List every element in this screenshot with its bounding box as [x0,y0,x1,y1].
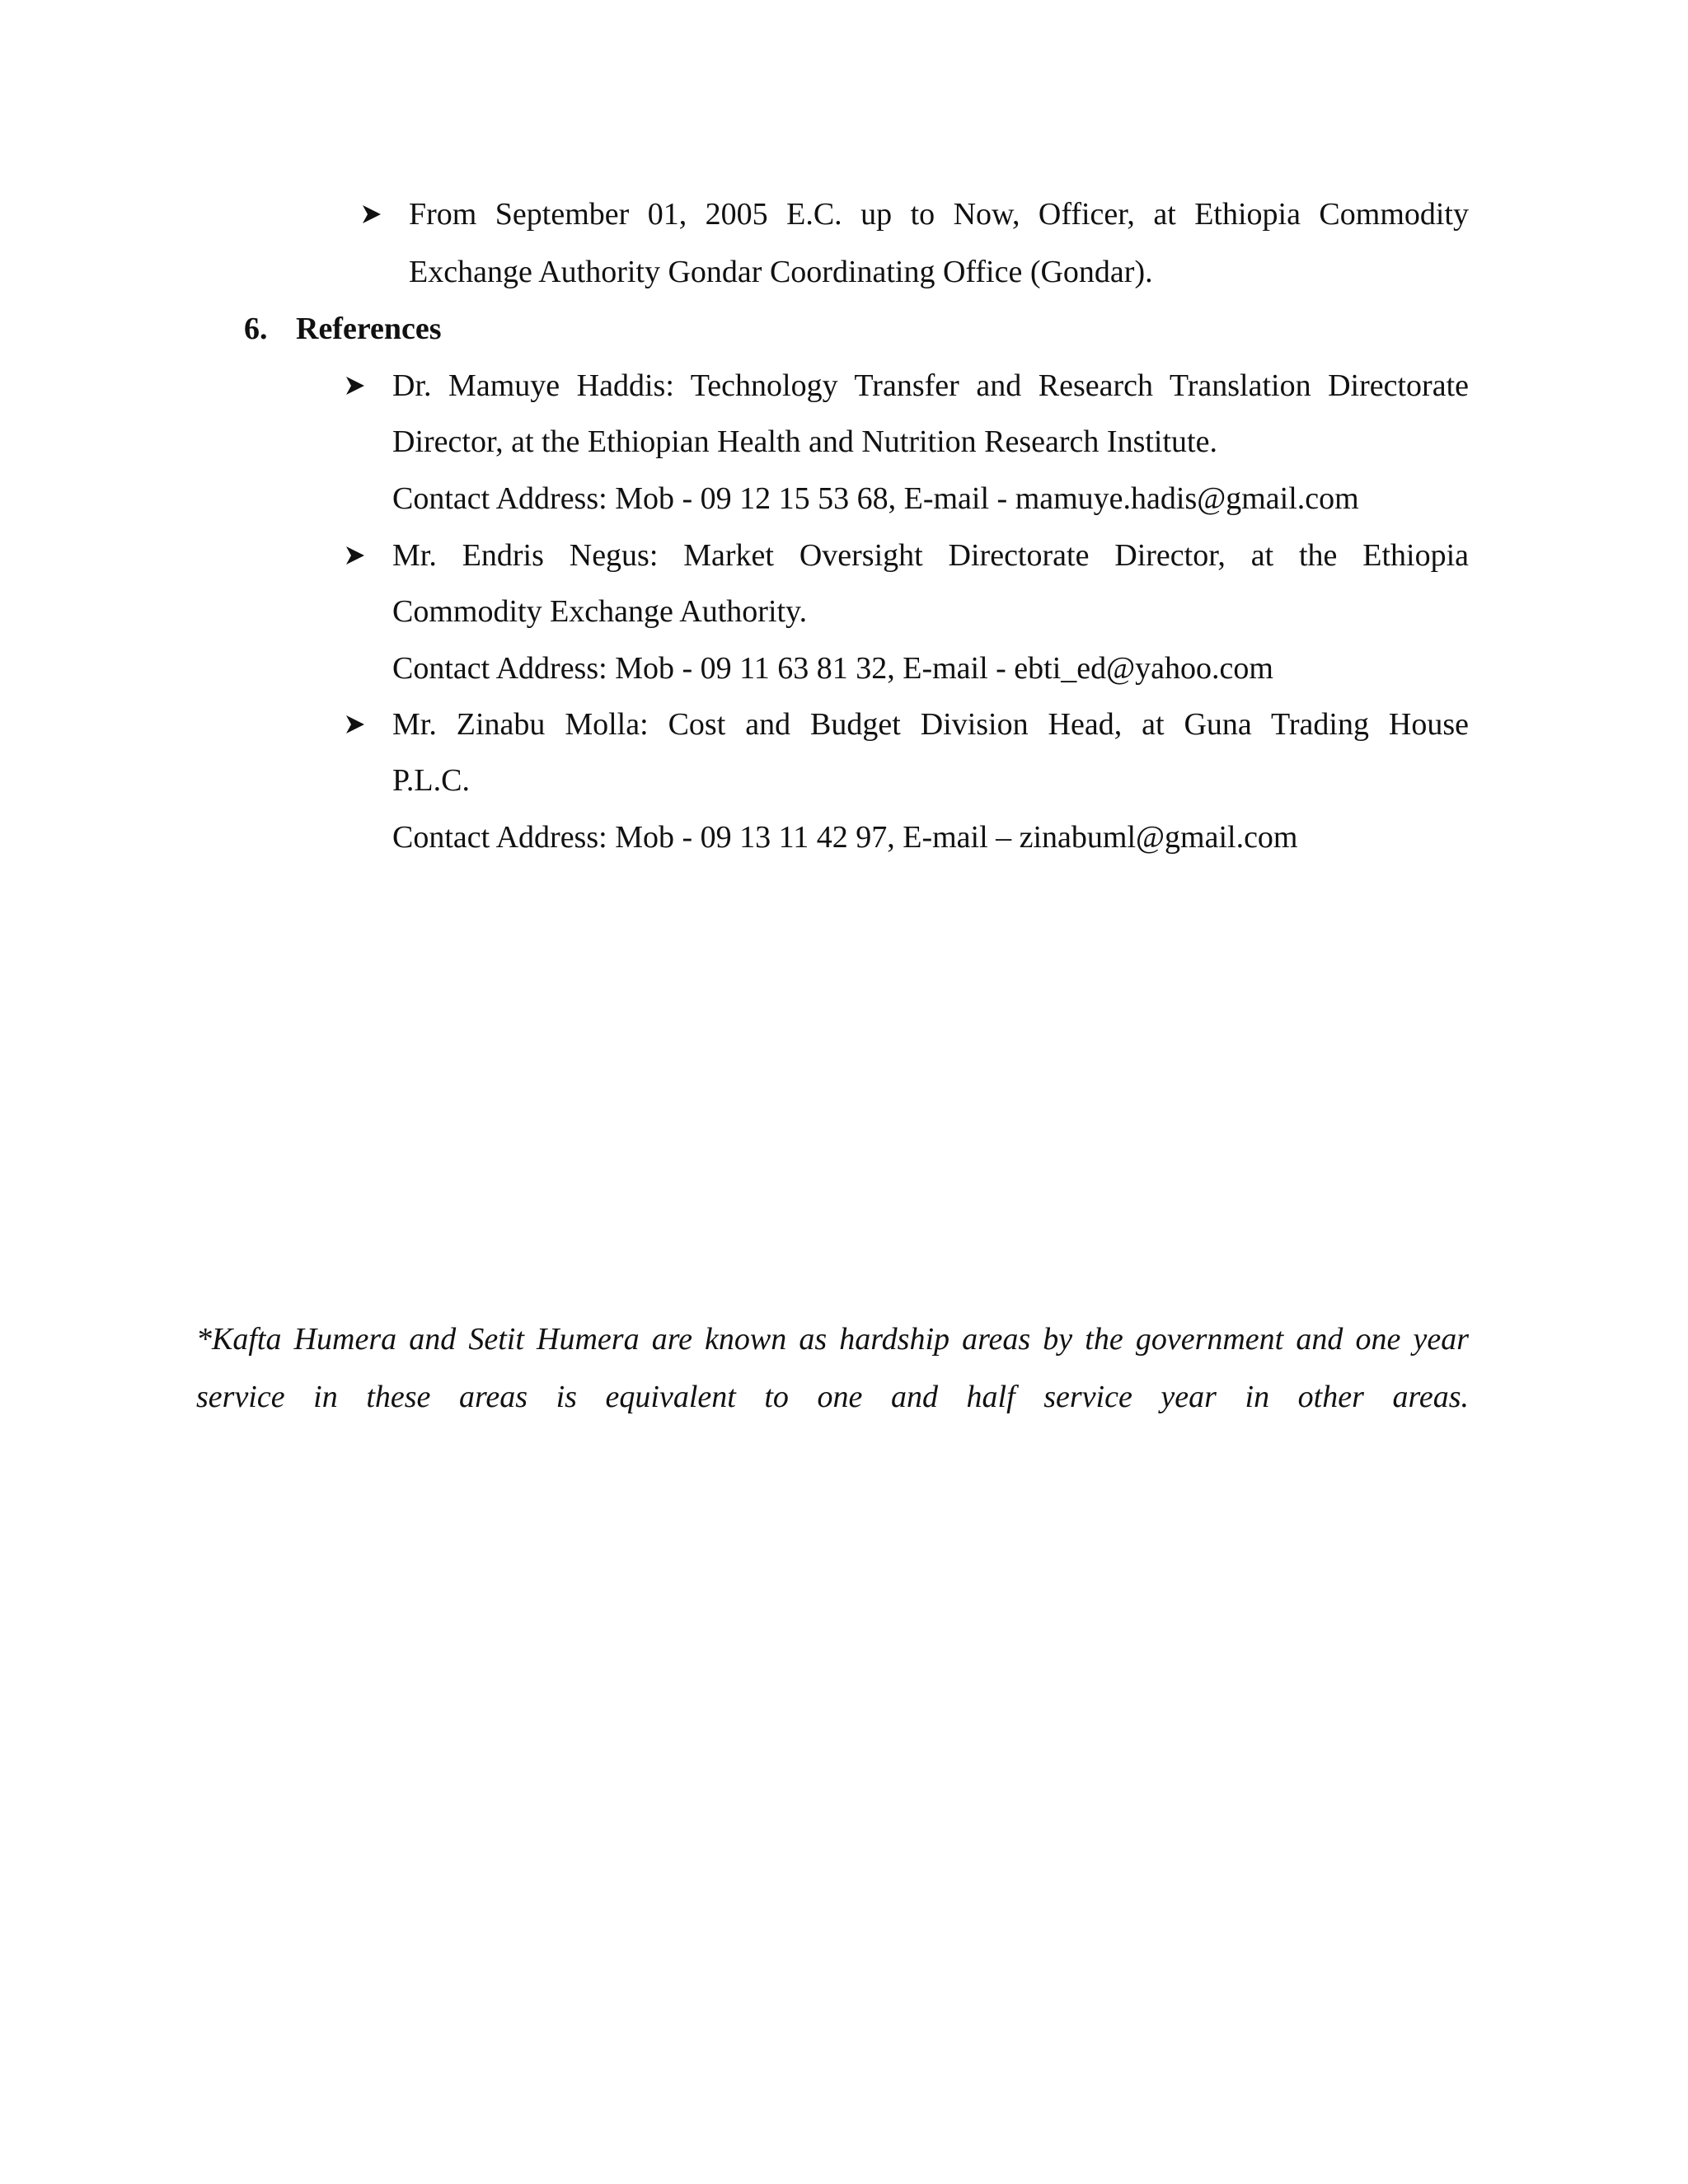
reference-2-line-2: Commodity Exchange Authority. [392,594,808,629]
reference-1-contact: Contact Address: Mob - 09 12 15 53 68, E-mail - mamuye.hadis@gmail.com [392,481,1359,516]
reference-3-contact: Contact Address: Mob - 09 13 11 42 97, E-mail – zinabuml@gmail.com [392,820,1298,855]
reference-2-contact: Contact Address: Mob - 09 11 63 81 32, E-mail - ebti_ed@yahoo.com [392,651,1273,686]
reference-1-line-1: Dr. Mamuye Haddis: Technology Transfer and Research Translation Directorate [392,368,1469,403]
reference-2-line-1: Mr. Endris Negus: Market Oversight Directorate Director, at the Ethiopia [392,538,1469,573]
experience-line-1: From September 01, 2005 E.C. up to Now, Officer, at Ethiopia Commodity [409,197,1469,232]
reference-3-line-1: Mr. Zinabu Molla: Cost and Budget Division Head, at Guna Trading House [392,707,1469,742]
arrowhead-bullet-icon [345,545,366,566]
footnote-line-2: service in these areas is equivalent to one and half service year in other areas. [196,1380,1469,1414]
reference-3-line-2: P.L.C. [392,763,470,798]
references-title: References [296,312,442,346]
references-number: 6. [244,312,268,346]
experience-line-2: Exchange Authority Gondar Coordinating Office (Gondar). [409,255,1153,289]
arrowhead-bullet-icon [345,714,366,735]
reference-1-line-2: Director, at the Ethiopian Health and Nutrition Research Institute. [392,424,1217,459]
arrowhead-bullet-icon [361,204,382,225]
footnote-line-1: *Kafta Humera and Setit Humera are known as hardship areas by the government and one year [196,1322,1469,1357]
arrowhead-bullet-icon [345,375,366,396]
